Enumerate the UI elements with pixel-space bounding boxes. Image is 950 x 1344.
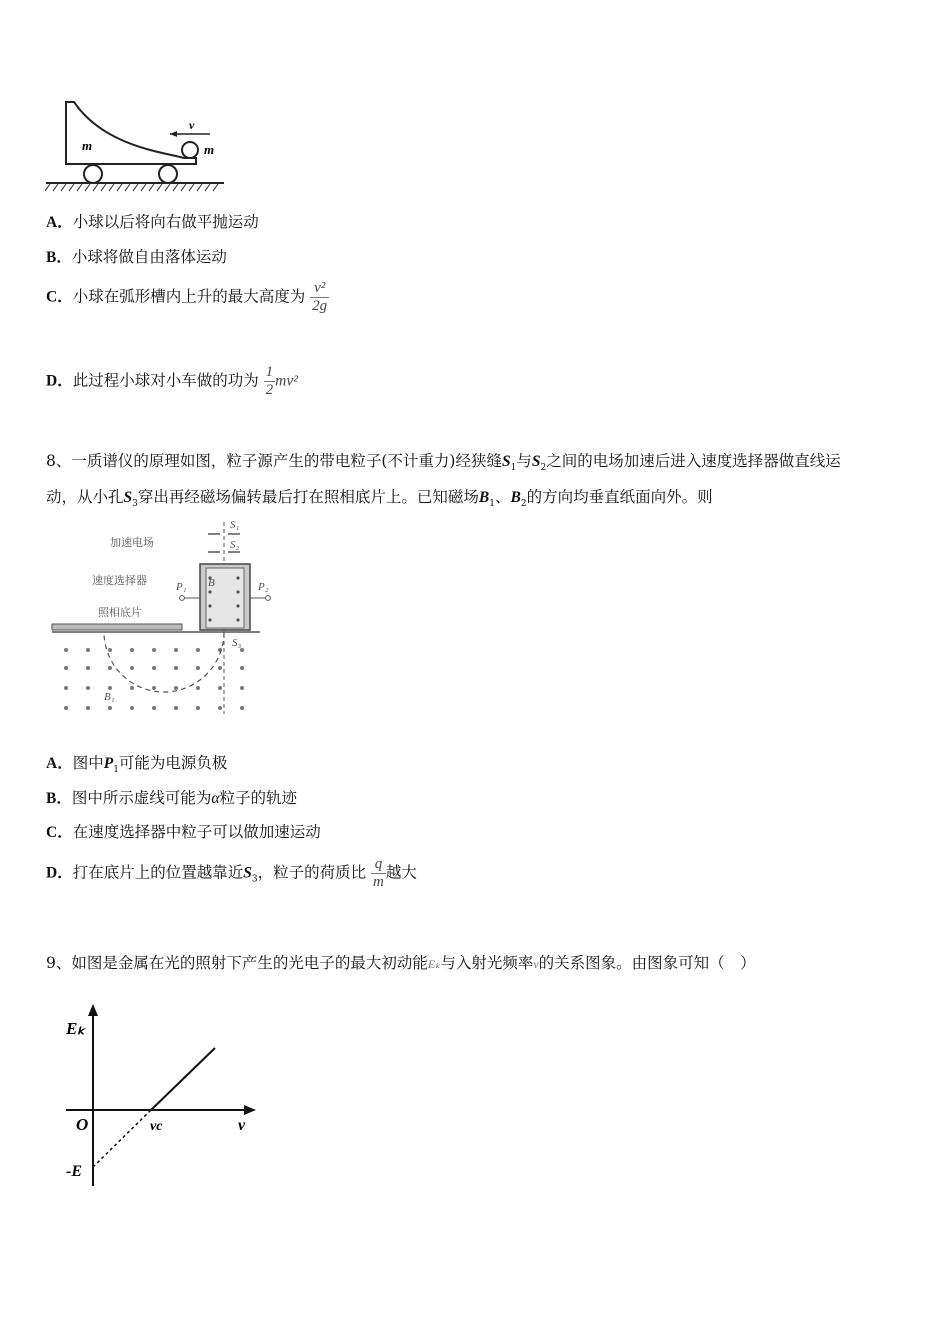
- q7-option-c[interactable]: C．小球在弧形槽内上升的最大高度为 $\frac{\text{v²}}{2g}$: [46, 280, 328, 314]
- label-velocity-selector: 速度选择器: [92, 575, 147, 587]
- wheel-right: [159, 165, 177, 183]
- y-axis-label: Eₖ: [66, 1019, 85, 1038]
- intercept-label: -E: [66, 1163, 82, 1180]
- q7-option-a[interactable]: A．小球以后将向右做平抛运动: [46, 213, 259, 231]
- ek-nu-graph: [62, 1002, 262, 1192]
- label-v: v: [189, 118, 195, 132]
- q8-stem-line2: 动，从小孔$S_3$穿出再经磁场偏转最后打在照相底片上。已知磁场$B_1$、$B_2$的方向均垂直纸面向外。则: [46, 488, 713, 510]
- svg-text:S₁: S₁: [230, 519, 240, 531]
- q8-option-d[interactable]: D．打在底片上的位置越靠近$S_3$，粒子的荷质比 $\frac{q}{m}$ 越大: [46, 856, 417, 890]
- fraction-one-half: $\frac{1}{2}$: [265, 364, 274, 398]
- svg-text:B: B: [208, 577, 215, 589]
- photo-film: [52, 624, 182, 630]
- q7-option-b[interactable]: B．小球将做自由落体运动: [46, 248, 227, 266]
- svg-text:B₁: B₁: [104, 691, 115, 703]
- q8-option-c[interactable]: C．在速度选择器中粒子可以做加速运动: [46, 823, 321, 841]
- q9-stem: 9、如图是金属在光的照射下产生的光电子的最大初动能Eₖ与入射光频率ν的关系图象。由图象可知（ ）: [46, 954, 756, 972]
- label-film: 照相底片: [98, 607, 142, 619]
- particle-trajectory: [104, 632, 224, 692]
- cart-figure: [44, 96, 230, 194]
- fraction-v2-over-2g: $\frac{\text{v²}}{2g}$: [312, 280, 328, 314]
- label-m-cart: m: [82, 138, 93, 153]
- mass-spectrometer-figure: [48, 516, 280, 716]
- label-m-ball: m: [204, 142, 215, 157]
- svg-text:S₃: S₃: [232, 637, 242, 649]
- fraction-q-over-m: $\frac{q}{m}$: [373, 856, 384, 890]
- q7-option-d[interactable]: D．此过程小球对小车做的功为 $\frac{1}{2}$ mv²: [46, 364, 298, 398]
- nuc-label: νc: [150, 1119, 163, 1134]
- label-accel-field: 加速电场: [110, 537, 154, 549]
- svg-text:P₁: P₁: [176, 581, 187, 593]
- wheel-left: [84, 165, 102, 183]
- ball: [182, 142, 198, 158]
- q8-stem-line1: 8、一质谱仪的原理如图，粒子源产生的带电粒子(不计重力)经狭缝$S_1$与$S_2$之间的电场加速后进入速度选择器做直线运: [46, 452, 841, 474]
- x-axis-label: ν: [238, 1117, 246, 1134]
- origin-label: O: [76, 1115, 89, 1134]
- svg-text:P₂: P₂: [258, 581, 269, 593]
- ek-line-solid: [151, 1048, 215, 1110]
- q8-option-b[interactable]: B．图中所示虚线可能为α粒子的轨迹: [46, 789, 298, 807]
- ek-line-dashed: [93, 1110, 151, 1167]
- svg-text:S₂: S₂: [230, 539, 240, 551]
- q8-option-a[interactable]: A．图中$P_1$可能为电源负极: [46, 754, 228, 776]
